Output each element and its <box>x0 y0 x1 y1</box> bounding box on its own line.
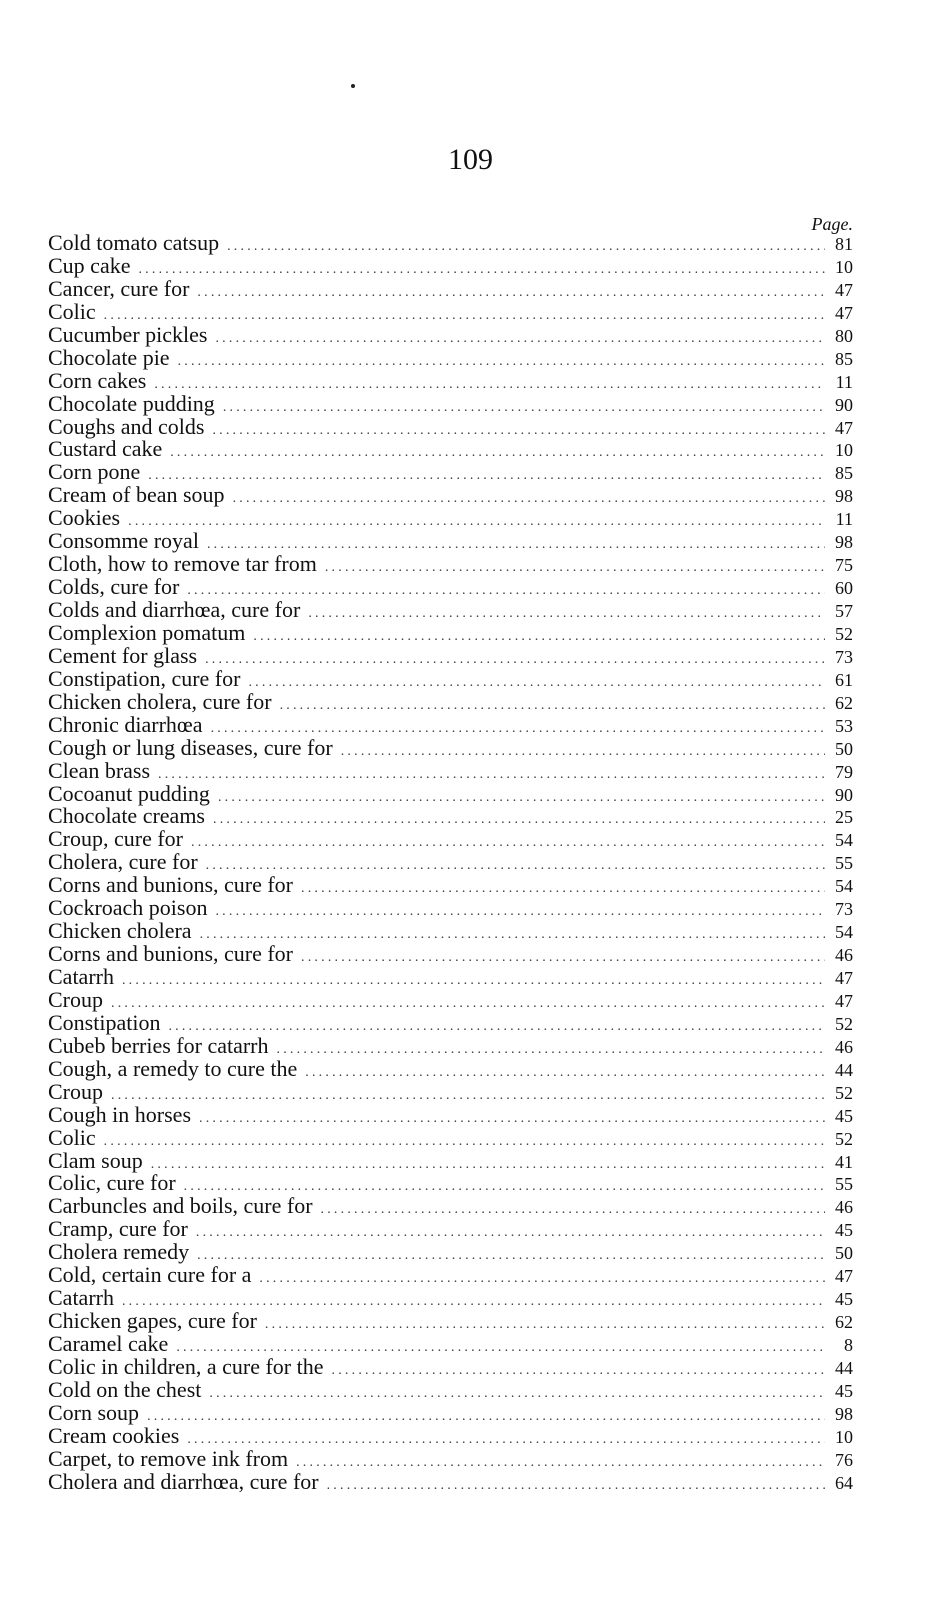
entry-label: Cold tomato catsup <box>48 230 220 255</box>
ink-speck <box>351 84 355 88</box>
index-entry <box>48 1055 853 1081</box>
dot-leader <box>227 236 825 259</box>
entry-page-number: 10 <box>835 1426 853 1447</box>
entry-page-number: 47 <box>835 968 853 988</box>
entry-label: Corns and bunions, cure for <box>48 941 294 967</box>
entry-page-number: 52 <box>835 1082 853 1103</box>
index-entry <box>48 851 853 874</box>
index-entry <box>48 665 853 691</box>
index-entry <box>48 688 853 714</box>
entry-label: Corns and bunions, cure for <box>48 872 294 898</box>
entry-page-number: 10 <box>835 440 853 461</box>
index-entry <box>48 757 853 783</box>
entry-page-number: 79 <box>835 761 853 782</box>
index-entry <box>48 1241 853 1264</box>
index-entry <box>48 780 853 806</box>
index-entry <box>48 507 853 530</box>
entry-label: Constipation <box>48 1009 161 1035</box>
entry-page-number: 11 <box>835 371 853 392</box>
dot-leader <box>341 741 825 764</box>
entry-page-number: 47 <box>835 417 853 438</box>
index-entry <box>48 897 853 920</box>
entry-label: Chicken cholera, cure for <box>48 688 272 714</box>
entry-page-number: 57 <box>835 601 853 621</box>
entry-label: Cocoanut pudding <box>48 780 210 806</box>
index-entry <box>48 1353 853 1379</box>
entry-page-number: 60 <box>835 578 853 599</box>
dot-leader <box>138 259 825 282</box>
dot-leader <box>213 809 825 832</box>
index-entry <box>48 1376 853 1402</box>
index-entry <box>48 321 853 347</box>
dot-leader <box>301 878 825 901</box>
dot-leader <box>296 1452 825 1475</box>
dot-leader <box>265 1314 825 1337</box>
entry-page-number: 45 <box>835 1220 853 1241</box>
entry-label: Cough or lung diseases, cure for <box>48 734 333 760</box>
dot-leader <box>212 420 825 443</box>
index-entry <box>48 734 853 760</box>
entry-label: Croup, cure for <box>48 826 184 852</box>
entry-label: Cream of bean soup <box>48 482 225 508</box>
entry-page-number: 98 <box>835 532 853 553</box>
entry-page-number: 75 <box>835 555 853 576</box>
dot-leader <box>233 488 825 511</box>
entry-label: Cement for glass <box>48 642 198 668</box>
entry-page-number: 47 <box>835 279 853 300</box>
entry-label: Corn pone <box>48 459 141 485</box>
entry-page-number: 52 <box>835 623 853 644</box>
entry-page-number: 81 <box>835 234 853 254</box>
entry-page-number: 55 <box>835 853 853 874</box>
entry-page-number: 46 <box>835 945 853 966</box>
entry-page-number: 85 <box>835 348 853 369</box>
index-entry <box>48 1218 853 1241</box>
index-entry <box>48 1399 853 1425</box>
dot-leader <box>321 1199 825 1222</box>
entry-page-number: 50 <box>835 1243 853 1264</box>
index-entry <box>48 1287 853 1310</box>
entry-label: Carbuncles and boils, cure for <box>48 1193 313 1219</box>
index-entry <box>48 943 853 966</box>
entry-label: Colic, cure for <box>48 1170 176 1196</box>
index-entry <box>48 1195 853 1218</box>
entry-page-number: 45 <box>835 1380 853 1401</box>
index-entry <box>48 484 853 507</box>
entry-label: Cold on the chest <box>48 1376 202 1402</box>
dot-leader <box>197 282 825 305</box>
index-entry <box>48 966 853 989</box>
index-entry <box>48 828 853 851</box>
entry-page-number: 8 <box>844 1335 853 1355</box>
entry-label: Chicken gapes, cure for <box>48 1308 257 1334</box>
entry-page-number: 47 <box>835 1266 853 1287</box>
entry-label: Cream cookies <box>48 1422 180 1448</box>
dot-leader <box>196 1222 825 1245</box>
entry-label: Constipation, cure for <box>48 665 241 691</box>
entry-label: Cough, a remedy to cure the <box>48 1055 298 1081</box>
entry-label: Cold, certain cure for a <box>48 1262 252 1288</box>
entry-label: Carpet, to remove ink from <box>48 1445 289 1471</box>
index-entry <box>48 599 853 622</box>
entry-page-number: 46 <box>835 1197 853 1218</box>
entry-page-number: 98 <box>835 486 853 507</box>
dot-leader <box>151 1154 825 1177</box>
entry-page-number: 98 <box>835 1403 853 1424</box>
dot-leader <box>280 695 825 718</box>
dot-leader <box>205 649 825 672</box>
entry-label: Chocolate creams <box>48 803 205 829</box>
index-entry <box>48 619 853 645</box>
index-entry <box>48 1032 853 1058</box>
entry-label: Colic <box>48 298 96 324</box>
index-entry <box>48 711 853 737</box>
dot-leader <box>327 1475 825 1498</box>
dot-leader <box>170 442 825 465</box>
dot-leader <box>148 465 825 488</box>
dot-leader <box>128 511 825 534</box>
entry-page-number: 45 <box>835 1105 853 1126</box>
entry-label: Clam soup <box>48 1147 143 1173</box>
entry-page-number: 80 <box>835 325 853 346</box>
page-number: 109 <box>448 143 493 176</box>
entry-label: Caramel cake <box>48 1331 169 1356</box>
index-entry <box>48 367 853 393</box>
dot-leader <box>277 1039 825 1062</box>
dot-leader <box>111 993 825 1016</box>
entry-page-number: 54 <box>835 830 853 851</box>
entry-page-number: 50 <box>835 738 853 759</box>
dot-leader <box>111 1085 825 1108</box>
dot-leader <box>218 787 825 810</box>
entry-label: Cramp, cure for <box>48 1216 188 1242</box>
entry-page-number: 73 <box>835 899 853 920</box>
index-entry <box>48 252 853 278</box>
dot-leader <box>305 1062 825 1085</box>
index-entry <box>48 1264 853 1287</box>
entry-page-number: 53 <box>835 715 853 736</box>
entry-label: Complexion pomatum <box>48 619 246 645</box>
index-entry <box>48 530 853 553</box>
dot-leader <box>332 1360 825 1383</box>
index-entry <box>48 1445 853 1471</box>
index-entry <box>48 1422 853 1448</box>
index-entry <box>48 1078 853 1104</box>
page-column-header: Page. <box>811 214 853 234</box>
entry-label: Cough in horses <box>48 1101 191 1127</box>
index-entry <box>48 874 853 897</box>
entry-label: Colds, cure for <box>48 574 180 600</box>
entry-page-number: 10 <box>835 256 853 277</box>
dot-leader <box>147 1406 825 1429</box>
index-entry <box>48 642 853 668</box>
entry-label: Cancer, cure for <box>48 275 190 301</box>
index-entry <box>48 461 853 484</box>
dot-leader <box>178 351 825 374</box>
dot-leader <box>197 1245 825 1268</box>
index-entry <box>48 438 853 461</box>
entry-label: Cubeb berries for catarrh <box>48 1032 269 1058</box>
entry-label: Cockroach poison <box>48 895 208 921</box>
index-entry <box>48 1124 853 1150</box>
entry-page-number: 47 <box>835 302 853 323</box>
dot-leader <box>104 1131 825 1154</box>
entry-label: Cholera and diarrhœa, cure for <box>48 1468 319 1494</box>
entry-label: Custard cake <box>48 436 163 462</box>
entry-page-number: 90 <box>835 784 853 805</box>
entry-label: Cholera, cure for <box>48 849 198 875</box>
entry-label: Chocolate pie <box>48 344 170 370</box>
entry-label: Catarrh <box>48 964 114 989</box>
entry-label: Clean brass <box>48 757 151 783</box>
entry-page-number: 62 <box>835 692 853 713</box>
dot-leader <box>215 328 825 351</box>
entry-page-number: 44 <box>835 1357 853 1378</box>
entry-page-number: 54 <box>835 922 853 943</box>
index-entry <box>48 1147 853 1173</box>
dot-leader <box>209 1383 825 1406</box>
dot-leader <box>191 832 825 855</box>
entry-label: Corn soup <box>48 1399 140 1425</box>
entry-page-number: 41 <box>835 1151 853 1172</box>
index-entry <box>48 1310 853 1333</box>
entry-label: Chicken cholera <box>48 918 192 944</box>
dot-leader <box>248 672 825 695</box>
dot-leader <box>158 764 825 787</box>
entry-label: Cholera remedy <box>48 1239 190 1265</box>
entry-page-number: 52 <box>835 1128 853 1149</box>
index-entry-list <box>48 232 853 1494</box>
dot-leader <box>122 970 825 993</box>
entry-label: Coughs and colds <box>48 413 205 439</box>
index-entry <box>48 232 853 255</box>
index-entry <box>48 1468 853 1494</box>
entry-label: Croup <box>48 1078 103 1104</box>
entry-label: Colic in children, a cure for the <box>48 1353 324 1379</box>
entry-page-number: 85 <box>835 463 853 484</box>
entry-page-number: 73 <box>835 646 853 667</box>
entry-label: Colic <box>48 1124 96 1150</box>
index-entry <box>48 298 853 324</box>
entry-page-number: 62 <box>835 1312 853 1333</box>
entry-label: Cloth, how to remove tar from <box>48 551 317 577</box>
index-entry <box>48 1101 853 1127</box>
entry-label: Corn cakes <box>48 367 147 393</box>
entry-page-number: 45 <box>835 1289 853 1310</box>
dot-leader <box>223 397 825 420</box>
index-entry <box>48 1009 853 1035</box>
index-entry <box>48 576 853 599</box>
entry-label: Cup cake <box>48 252 131 278</box>
entry-label: Croup <box>48 986 103 1012</box>
index-entry <box>48 553 853 576</box>
dot-leader <box>308 603 825 626</box>
entry-page-number: 76 <box>835 1449 853 1470</box>
entry-page-number: 47 <box>835 990 853 1011</box>
entry-label: Cucumber pickles <box>48 321 208 347</box>
entry-page-number: 61 <box>835 669 853 690</box>
index-entry <box>48 920 853 943</box>
entry-label: Catarrh <box>48 1285 114 1311</box>
entry-page-number: 55 <box>835 1174 853 1195</box>
index-entry <box>48 986 853 1012</box>
entry-label: Chronic diarrhœa <box>48 711 203 737</box>
entry-page-number: 11 <box>835 509 853 530</box>
dot-leader <box>215 901 825 924</box>
entry-label: Colds and diarrhœa, cure for <box>48 597 301 622</box>
dot-leader <box>301 947 825 970</box>
index-entry <box>48 1333 853 1356</box>
entry-page-number: 64 <box>835 1472 853 1493</box>
dot-leader <box>259 1268 825 1291</box>
index-entry <box>48 413 853 439</box>
index-entry <box>48 1172 853 1195</box>
entry-page-number: 90 <box>835 394 853 415</box>
entry-page-number: 52 <box>835 1013 853 1034</box>
entry-page-number: 46 <box>835 1036 853 1057</box>
dot-leader <box>199 1108 825 1131</box>
dot-leader <box>154 374 825 397</box>
entry-page-number: 25 <box>835 807 853 828</box>
entry-page-number: 44 <box>835 1059 853 1080</box>
index-entry <box>48 805 853 828</box>
dot-leader <box>253 626 825 649</box>
entry-page-number: 54 <box>835 876 853 897</box>
entry-label: Chocolate pudding <box>48 390 215 416</box>
index-entry <box>48 275 853 301</box>
entry-label: Cookies <box>48 505 121 531</box>
entry-label: Consomme royal <box>48 528 199 554</box>
index-entry <box>48 344 853 370</box>
index-entry <box>48 390 853 416</box>
dot-leader <box>325 557 825 580</box>
